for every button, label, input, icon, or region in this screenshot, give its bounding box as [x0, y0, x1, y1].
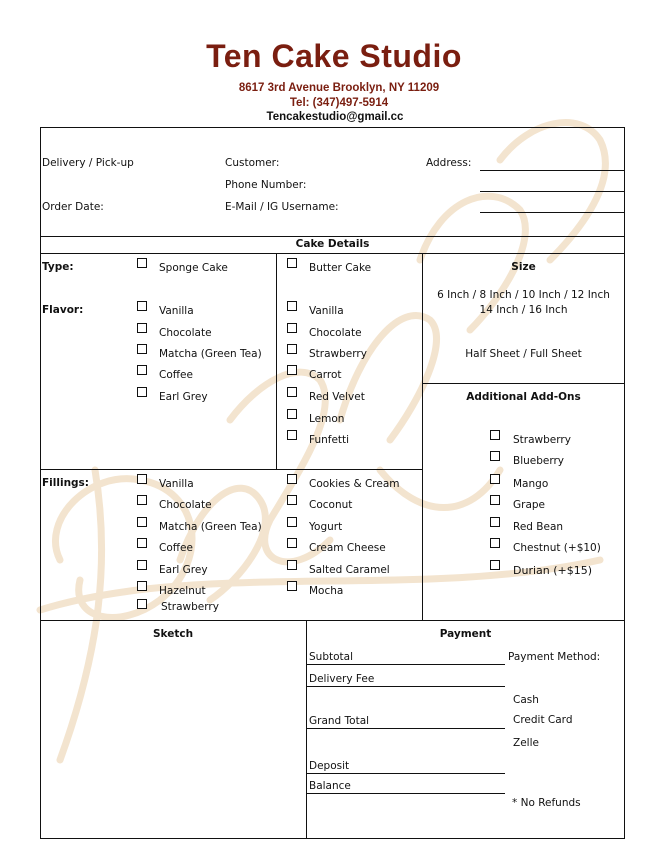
type-label: Type: — [42, 261, 74, 273]
addons-heading: Additional Add-Ons — [466, 391, 581, 403]
divider — [40, 620, 625, 621]
addon-checkbox[interactable] — [490, 495, 500, 505]
address-line-1[interactable] — [480, 170, 625, 171]
flavor-checkbox[interactable] — [137, 365, 147, 375]
addon-checkbox[interactable] — [490, 538, 500, 548]
addon-checkbox[interactable] — [490, 474, 500, 484]
studio-title: Ten Cake Studio — [206, 38, 462, 74]
filling-checkbox[interactable] — [137, 495, 147, 505]
filling-option: Hazelnut — [159, 585, 206, 597]
filling-option: Mocha — [309, 585, 344, 597]
no-refunds-note: * No Refunds — [512, 797, 581, 809]
filling-checkbox[interactable] — [287, 495, 297, 505]
flavor-checkbox[interactable] — [287, 409, 297, 419]
addon-option: Durian (+$15) — [513, 564, 593, 577]
filling-option: Salted Caramel — [309, 564, 390, 576]
divider — [422, 383, 625, 384]
size-options-line-2: 14 Inch / 16 Inch — [479, 304, 568, 316]
address-label: Address: — [426, 157, 472, 169]
delivery-pickup-label: Delivery / Pick-up — [42, 157, 134, 169]
size-options-line-1: 6 Inch / 8 Inch / 10 Inch / 12 Inch — [437, 289, 610, 301]
addon-checkbox[interactable] — [490, 430, 500, 440]
address-line-3[interactable] — [480, 212, 625, 213]
filling-option: Coconut — [309, 499, 353, 511]
filling-option: Earl Grey — [159, 564, 208, 576]
address-line-2[interactable] — [480, 191, 625, 192]
divider — [306, 620, 307, 839]
type-checkbox[interactable] — [287, 258, 297, 268]
filling-checkbox[interactable] — [137, 517, 147, 527]
filling-option: Matcha (Green Tea) — [159, 521, 262, 533]
flavor-checkbox[interactable] — [137, 387, 147, 397]
filling-checkbox[interactable] — [137, 581, 147, 591]
flavor-option: Lemon — [309, 413, 345, 425]
subtotal-line[interactable] — [307, 664, 505, 665]
studio-phone: Tel: (347)497-5914 — [289, 97, 389, 109]
addon-option: Red Bean — [513, 521, 564, 533]
flavor-option: Strawberry — [309, 348, 367, 360]
flavor-label: Flavor: — [42, 304, 84, 316]
order-date-label: Order Date: — [42, 201, 104, 213]
filling-checkbox[interactable] — [137, 538, 147, 548]
filling-checkbox[interactable] — [287, 517, 297, 527]
sketch-heading: Sketch — [152, 628, 194, 640]
payment-method-option[interactable]: Zelle — [513, 737, 539, 749]
flavor-checkbox[interactable] — [287, 344, 297, 354]
customer-label: Customer: — [225, 157, 280, 169]
delivery-fee-line[interactable] — [307, 686, 505, 687]
flavor-option: Coffee — [159, 369, 193, 381]
email-ig-label: E-Mail / IG Username: — [225, 201, 339, 213]
flavor-checkbox[interactable] — [137, 301, 147, 311]
divider — [40, 253, 625, 254]
filling-option: Cream Cheese — [309, 542, 386, 554]
flavor-checkbox[interactable] — [287, 365, 297, 375]
filling-checkbox[interactable] — [287, 538, 297, 548]
delivery-fee-label: Delivery Fee — [309, 673, 375, 685]
divider — [40, 236, 625, 237]
flavor-option: Matcha (Green Tea) — [159, 348, 262, 360]
grand-total-label: Grand Total — [309, 715, 370, 727]
sheet-options: Half Sheet / Full Sheet — [465, 348, 582, 360]
payment-heading: Payment — [439, 628, 492, 640]
addon-option: Chestnut (+$10) — [513, 542, 601, 554]
type-checkbox[interactable] — [137, 258, 147, 268]
filling-checkbox[interactable] — [287, 474, 297, 484]
flavor-option: Carrot — [309, 369, 342, 381]
studio-address: 8617 3rd Avenue Brooklyn, NY 11209 — [238, 82, 440, 94]
payment-method-option[interactable]: Cash — [513, 694, 539, 706]
addon-checkbox[interactable] — [490, 451, 500, 461]
filling-checkbox[interactable] — [287, 560, 297, 570]
filling-checkbox[interactable] — [137, 599, 147, 609]
balance-label: Balance — [309, 780, 351, 792]
studio-email: Tencakestudio@gmail.cc — [266, 111, 404, 123]
sketch-area[interactable] — [42, 645, 304, 837]
divider — [276, 253, 277, 469]
flavor-option: Vanilla — [159, 305, 194, 317]
type-option: Butter Cake — [309, 262, 372, 274]
addon-option: Grape — [513, 499, 546, 511]
subtotal-label: Subtotal — [309, 651, 353, 663]
filling-checkbox[interactable] — [137, 560, 147, 570]
payment-method-label: Payment Method: — [508, 651, 601, 663]
cake-details-heading: Cake Details — [295, 238, 370, 250]
deposit-label: Deposit — [309, 760, 350, 772]
addon-checkbox[interactable] — [490, 560, 500, 570]
balance-line[interactable] — [307, 793, 505, 794]
addon-option: Blueberry — [513, 455, 565, 467]
phone-number-label: Phone Number: — [225, 179, 307, 191]
filling-option: Cookies & Cream — [309, 478, 400, 490]
addon-option: Strawberry — [513, 434, 571, 446]
flavor-checkbox[interactable] — [137, 344, 147, 354]
flavor-checkbox[interactable] — [287, 387, 297, 397]
filling-checkbox[interactable] — [137, 474, 147, 484]
flavor-option: Chocolate — [159, 327, 212, 339]
filling-checkbox[interactable] — [287, 581, 297, 591]
flavor-checkbox[interactable] — [137, 323, 147, 333]
flavor-checkbox[interactable] — [287, 430, 297, 440]
filling-option: Vanilla — [159, 478, 194, 490]
flavor-checkbox[interactable] — [287, 323, 297, 333]
filling-option: Chocolate — [159, 499, 212, 511]
fillings-label: Fillings: — [42, 477, 90, 489]
type-option: Sponge Cake — [159, 262, 228, 274]
grand-total-line[interactable] — [307, 728, 505, 729]
flavor-option: Red Velvet — [309, 391, 365, 403]
divider — [40, 469, 422, 470]
flavor-option: Chocolate — [309, 327, 362, 339]
flavor-checkbox[interactable] — [287, 301, 297, 311]
addon-checkbox[interactable] — [490, 517, 500, 527]
filling-option: Strawberry — [161, 601, 219, 613]
flavor-option: Earl Grey — [159, 391, 208, 403]
flavor-option: Vanilla — [309, 305, 344, 317]
size-heading: Size — [511, 261, 536, 273]
filling-option: Yogurt — [309, 521, 343, 533]
flavor-option: Funfetti — [309, 434, 350, 446]
addon-option: Mango — [513, 478, 549, 490]
deposit-line[interactable] — [307, 773, 505, 774]
filling-option: Coffee — [159, 542, 193, 554]
payment-method-option[interactable]: Credit Card — [513, 714, 573, 726]
